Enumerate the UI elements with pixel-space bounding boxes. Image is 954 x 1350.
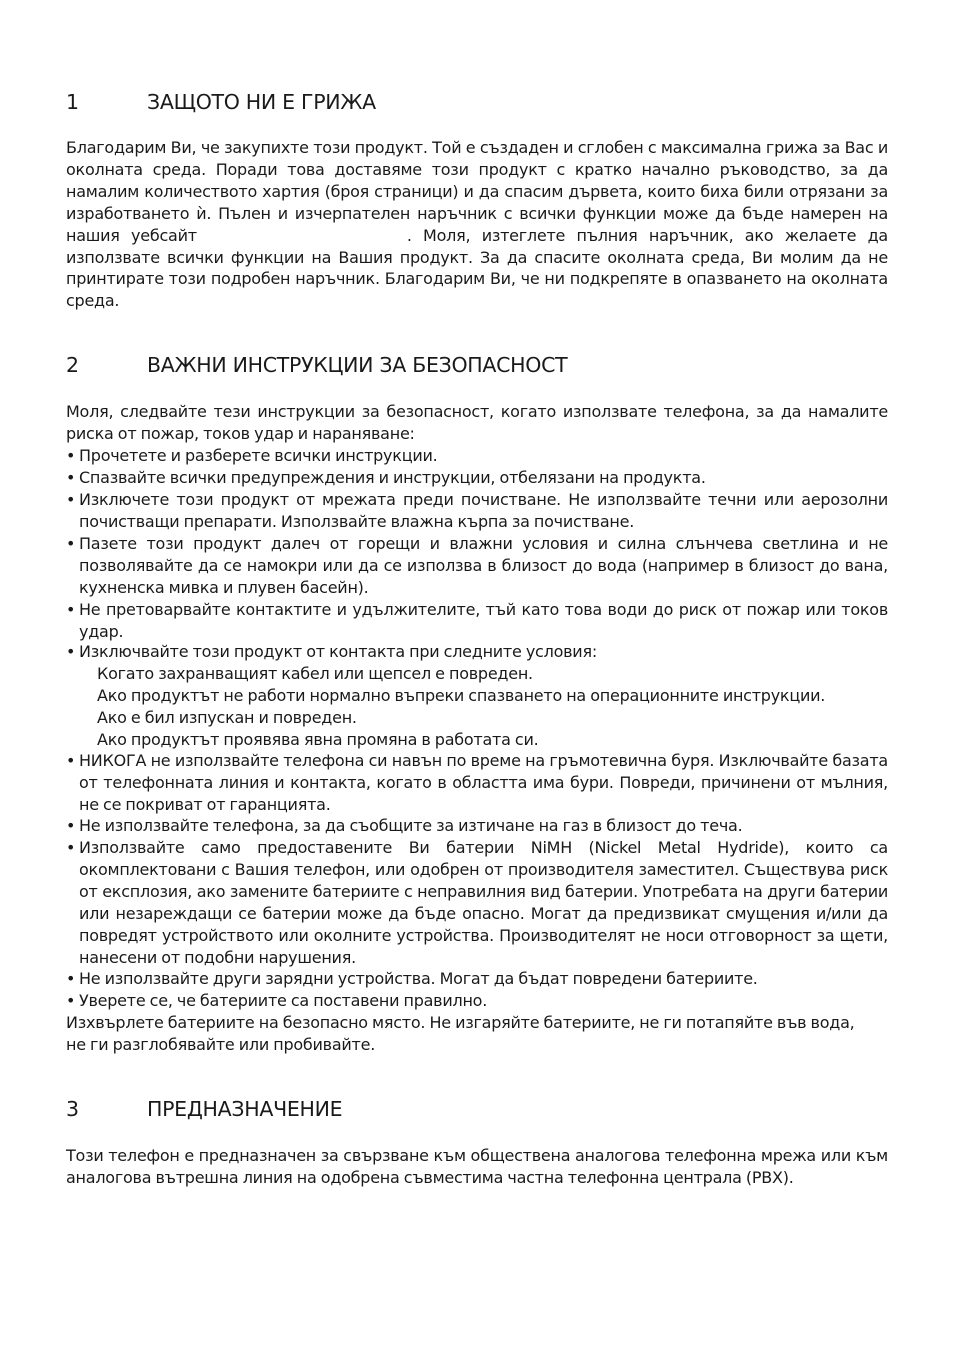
- condition-item: Ако е бил изпускан и повреден.: [97, 708, 357, 727]
- safety-intro: Моля, следвайте тези инструкции за безопасност, когато използвате телефона, за да намалите риска от пожар, токов удар и нараняване:: [66, 402, 888, 443]
- safety-bullet: [66, 837, 888, 968]
- condition-item: Ако продуктът проявява явна промяна в работата си.: [97, 730, 539, 749]
- bullet-marker: •: [66, 969, 76, 988]
- safety-bullet: [66, 489, 888, 533]
- safety-bullet: [66, 641, 888, 663]
- safety-bullet: [66, 968, 888, 990]
- bullet-text: Изключете този продукт от мрежата преди почистване. Не използвайте течни или аерозолни почистващи препарати. Използвайте влажна кърпа за почистване.: [79, 490, 888, 531]
- section-title: ПРЕДНАЗНАЧЕНИЕ: [147, 1097, 343, 1121]
- section-title: ЗАЩОТО НИ Е ГРИЖА: [147, 90, 376, 114]
- bullet-text: Спазвайте всички предупреждения и инструкции, отбелязани на продукта.: [79, 468, 706, 487]
- bullet-text: Прочетете и разберете всички инструкции.: [79, 446, 438, 465]
- safety-bullet: [66, 599, 888, 643]
- bullet-marker: •: [66, 991, 76, 1010]
- paragraph-text: Благодарим Ви, че закупихте този продукт. Той е създаден и сглобен с максимална грижа за Вас и околната среда. Поради това доставяме този продукт с кратко начално ръководство, за да намалим количеството хартия (броя страници) и да спасим дървета, които биха били отрязани за изработването ѝ. Пълен и изчерпателен наръчник с всички функции може да бъде намерен на нашия уебсайт: [66, 138, 888, 245]
- bullet-marker: •: [66, 838, 76, 857]
- bullet-text: Уверете се, че батериите са поставени правилно.: [79, 991, 488, 1010]
- section-3-paragraph: Този телефон е предназначен за свързване към обществена аналогова телефонна мрежа или към аналогова вътрешна линия на одобрена съвместима частна телефонна централа (PBX).: [66, 1146, 888, 1187]
- section-number: 3: [66, 1097, 79, 1121]
- bullet-marker: •: [66, 468, 76, 487]
- bullet-marker: •: [66, 534, 76, 553]
- bullet-text: Използвайте само предоставените Ви батерии NiMH (Nickel Metal Hydride), които са окомплектовани с Вашия телефон, или одобрен от производителя заместител. Съществува риск от експлозия, ако замените батериите с неправилния вид батерии. Употребата на други батерии или незареждащи се батерии може да бъде опасно. Могат да предизвикат смущения и/или да повредят устройството или околните устройства. Производителят не носи отговорност за щети, нанесени от подобни нарушения.: [79, 838, 888, 967]
- bullet-text: НИКОГА не използвайте телефона си навън по време на гръмотевична буря. Изключвайте базата от телефонната линия и контакта, когато в областта има бури. Повреди, причинени от мълния, не се покриват от гаранцията.: [79, 751, 888, 814]
- condition-item: Ако продуктът не работи нормално въпреки спазването на операционните инструкции.: [97, 686, 826, 705]
- section-3-heading: [66, 1097, 342, 1121]
- section-number: 1: [66, 90, 79, 114]
- bullet-marker: •: [66, 446, 76, 465]
- section-1-paragraph: [66, 137, 888, 312]
- bullet-marker: •: [66, 490, 76, 509]
- section-number: 2: [66, 353, 79, 377]
- safety-bullet: [66, 445, 888, 467]
- bullet-marker: •: [66, 600, 76, 619]
- condition-item: Когато захранващият кабел или щепсел е повреден.: [97, 664, 533, 683]
- section-title: ВАЖНИ ИНСТРУКЦИИ ЗА БЕЗОПАСНОСТ: [147, 353, 568, 377]
- safety-bullet: [66, 467, 888, 489]
- bullet-marker: •: [66, 816, 76, 835]
- section-2-heading: [66, 353, 567, 377]
- bullet-text: Пазете този продукт далеч от горещи и влажни условия и силна слънчева светлина и не позволявайте да се намокри или да се използва в близост до вода (например в близост до вана, кухненска мивка и плувен басейн).: [79, 534, 888, 597]
- battery-disposal-note: Изхвърлете батериите на безопасно място. Не изгаряйте батериите, не ги потапяйте във вода, не ги разглобявайте или пробивайте.: [66, 1013, 855, 1054]
- safety-bullet: [66, 815, 888, 837]
- safety-bullet: [66, 990, 888, 1012]
- bullet-marker: •: [66, 642, 76, 661]
- bullet-text: Не претоварвайте контактите и удължителите, тъй като това води до риск от пожар или токов удар.: [79, 600, 888, 641]
- bullet-marker: •: [66, 751, 76, 770]
- paragraph-text: . Моля, изтеглете пълния наръчник, ако желаете да използвате всички функции на Вашия продукт. За да спасите околната среда, Ви молим да не принтирате този подробен наръчник. Благодарим Ви, че ни подкрепяте в опазването на околната среда.: [66, 225, 888, 311]
- safety-bullet: [66, 750, 888, 816]
- bullet-text: Изключвайте този продукт от контакта при следните условия:: [79, 642, 597, 661]
- bullet-text: Не използвайте други зарядни устройства. Могат да бъдат повредени батериите.: [79, 969, 758, 988]
- section-1-heading: [66, 90, 376, 114]
- bullet-text: Не използвайте телефона, за да съобщите за изтичане на газ в близост до теча.: [79, 816, 743, 835]
- safety-bullet: [66, 533, 888, 599]
